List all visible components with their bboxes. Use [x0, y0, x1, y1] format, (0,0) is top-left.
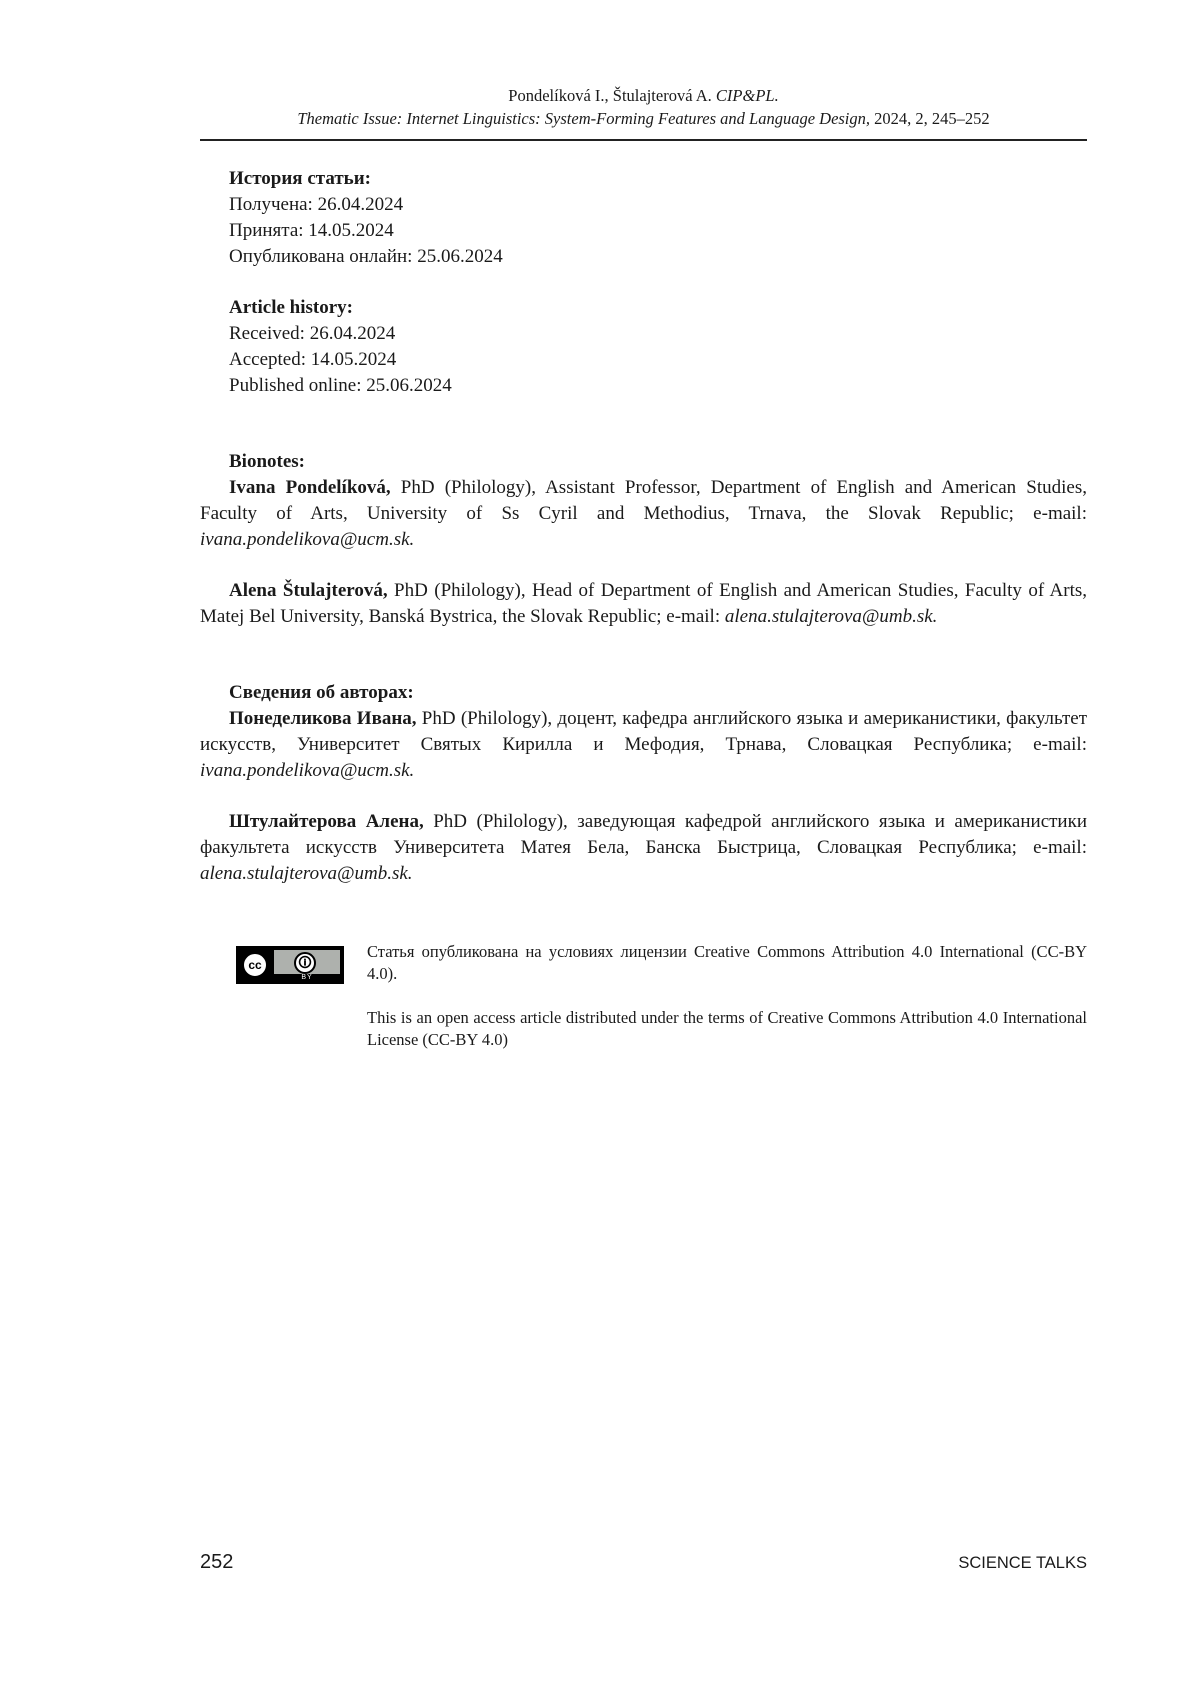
- bionote-en-2: [200, 578, 1087, 630]
- article-history-ru: [229, 166, 1087, 270]
- header-issue-label: Thematic Issue: Internet Linguistics: System-Forming Features and Language Design,: [297, 109, 871, 128]
- bionotes-ru: [200, 680, 1087, 784]
- history-en-published: Published online: 25.06.2024: [229, 375, 452, 396]
- running-header: [200, 84, 1087, 130]
- license-text-en: This is an open access article distributed under the terms of Creative Commons Attribution 4.0 International License (CC-BY 4.0): [367, 1008, 1087, 1049]
- bionote-ru-author-2-email: alena.stulajterova@umb.sk.: [200, 863, 413, 884]
- bionotes-ru-title: Сведения об авторах:: [229, 682, 414, 703]
- bionote-en-author-1-email: ivana.pondelikova@ucm.sk.: [200, 529, 415, 550]
- bionote-en-author-1: [200, 475, 1087, 553]
- bionote-ru-author-1: [200, 706, 1087, 784]
- bionotes-en: [200, 449, 1087, 553]
- bionote-ru-2: [200, 809, 1087, 887]
- bionote-en-author-1-name: Ivana Pondelíková,: [229, 477, 391, 498]
- bionote-en-author-1-text: PhD (Philology), Assistant Professor, Department of English and American Studies, Faculty of Arts, University of Ss Cyril and Methodius, Trnava, the Slovak Republic; e-mail:: [200, 477, 1087, 524]
- history-en-title: Article history:: [229, 297, 353, 318]
- bionote-ru-author-1-email: ivana.pondelikova@ucm.sk.: [200, 760, 415, 781]
- header-issue-numbers: 2024, 2, 245–252: [874, 109, 990, 128]
- header-divider: [200, 139, 1087, 141]
- bionote-ru-author-1-name: Понеделикова Ивана,: [229, 708, 417, 729]
- bionote-ru-author-2: [200, 809, 1087, 887]
- history-ru-accepted: Принята: 14.05.2024: [229, 220, 394, 241]
- bionote-en-author-2: [200, 578, 1087, 630]
- bionote-en-author-2-name: Alena Štulajterová,: [229, 580, 388, 601]
- history-ru-received: Получена: 26.04.2024: [229, 194, 404, 215]
- page-number: 252: [200, 1551, 234, 1573]
- bionote-en-author-2-email: alena.stulajterova@umb.sk.: [724, 606, 938, 627]
- cc-logo-icon: cc: [241, 951, 269, 979]
- bionotes-en-title: Bionotes:: [229, 451, 305, 472]
- bionote-ru-author-2-text: PhD (Philology), заведующая кафедрой английского языка и американистики факультета искусств Университета Матея Бела, Банска Быстрица, Словацкая Республика; e-mail:: [200, 811, 1088, 858]
- cc-by-label: BY: [274, 974, 340, 982]
- history-en-accepted: Accepted: 14.05.2024: [229, 349, 397, 370]
- header-authors: Pondelíková I., Štulajterová A.: [508, 86, 712, 105]
- bionote-ru-author-2-name: Штулайтерова Алена,: [229, 811, 424, 832]
- footer-journal-name: SCIENCE TALKS: [958, 1554, 1087, 1572]
- history-ru-title: История статьи:: [229, 168, 371, 189]
- header-journal: CIP&PL.: [715, 86, 779, 105]
- bionote-en-author-2-text: PhD (Philology), Head of Department of English and American Studies, Faculty of Arts, Matej Bel University, Banská Bystrica, the Slovak Republic; e-mail:: [200, 580, 1088, 627]
- history-ru-published: Опубликована онлайн: 25.06.2024: [229, 246, 503, 267]
- license-text-ru: Статья опубликована на условиях лицензии Creative Commons Attribution 4.0 International (CC-BY 4.0).: [367, 942, 1087, 983]
- bionote-ru-author-1-text: PhD (Philology), доцент, кафедра английского языка и американистики, факультет искусств, Университет Святых Кирилла и Мефодия, Трнава, Словацкая Республика; e-mail:: [200, 708, 1087, 755]
- attribution-person-icon: 🛈: [294, 952, 316, 974]
- creative-commons-by-icon: [236, 946, 344, 984]
- history-en-received: Received: 26.04.2024: [229, 323, 396, 344]
- header-citation: [200, 84, 1087, 107]
- article-history-en: [229, 295, 1087, 399]
- header-issue: [200, 107, 1087, 130]
